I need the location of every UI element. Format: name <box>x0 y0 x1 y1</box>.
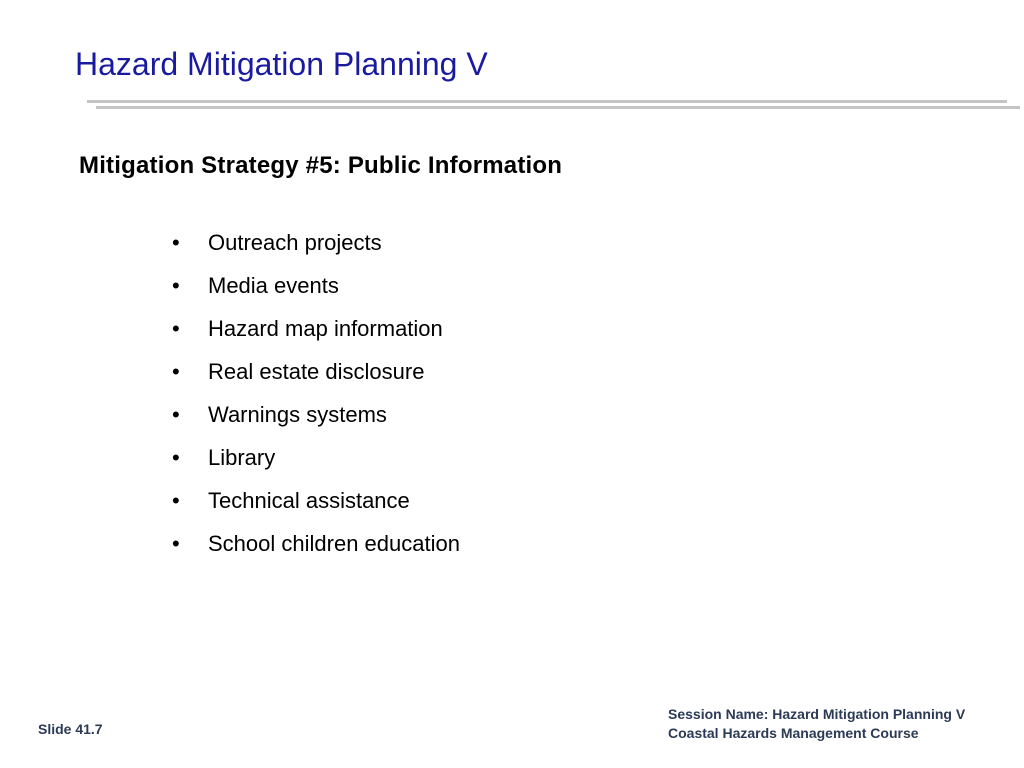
bullet-icon: • <box>172 445 180 470</box>
bullet-icon: • <box>172 273 180 298</box>
session-info <box>668 705 965 743</box>
list-item-text: Media events <box>208 273 339 298</box>
slide-number: Slide 41.7 <box>38 721 103 737</box>
bullet-icon: • <box>172 402 180 427</box>
list-item-text: Technical assistance <box>208 488 410 513</box>
list-item <box>172 221 460 264</box>
list-item-text: Hazard map information <box>208 316 443 341</box>
list-item-text: Outreach projects <box>208 230 382 255</box>
list-item <box>172 479 460 522</box>
bullet-icon: • <box>172 316 180 341</box>
slide-title: Hazard Mitigation Planning V <box>75 46 488 82</box>
bullet-icon: • <box>172 359 180 384</box>
title-divider-top <box>87 100 1007 103</box>
title-divider-bottom <box>96 106 1020 109</box>
list-item <box>172 350 460 393</box>
course-name: Coastal Hazards Management Course <box>668 725 919 741</box>
list-item <box>172 307 460 350</box>
session-name: Session Name: Hazard Mitigation Planning V <box>668 706 966 722</box>
list-item-text: School children education <box>208 531 460 556</box>
list-item <box>172 436 460 479</box>
bullet-icon: • <box>172 488 180 513</box>
list-item <box>172 264 460 307</box>
section-heading: Mitigation Strategy #5: Public Information <box>79 152 563 179</box>
bullet-list <box>172 221 460 565</box>
bullet-icon: • <box>172 531 180 556</box>
list-item-text: Real estate disclosure <box>208 359 425 384</box>
list-item-text: Library <box>208 445 276 470</box>
list-item <box>172 522 460 565</box>
bullet-icon: • <box>172 230 180 255</box>
list-item <box>172 393 460 436</box>
list-item-text: Warnings systems <box>208 402 387 427</box>
